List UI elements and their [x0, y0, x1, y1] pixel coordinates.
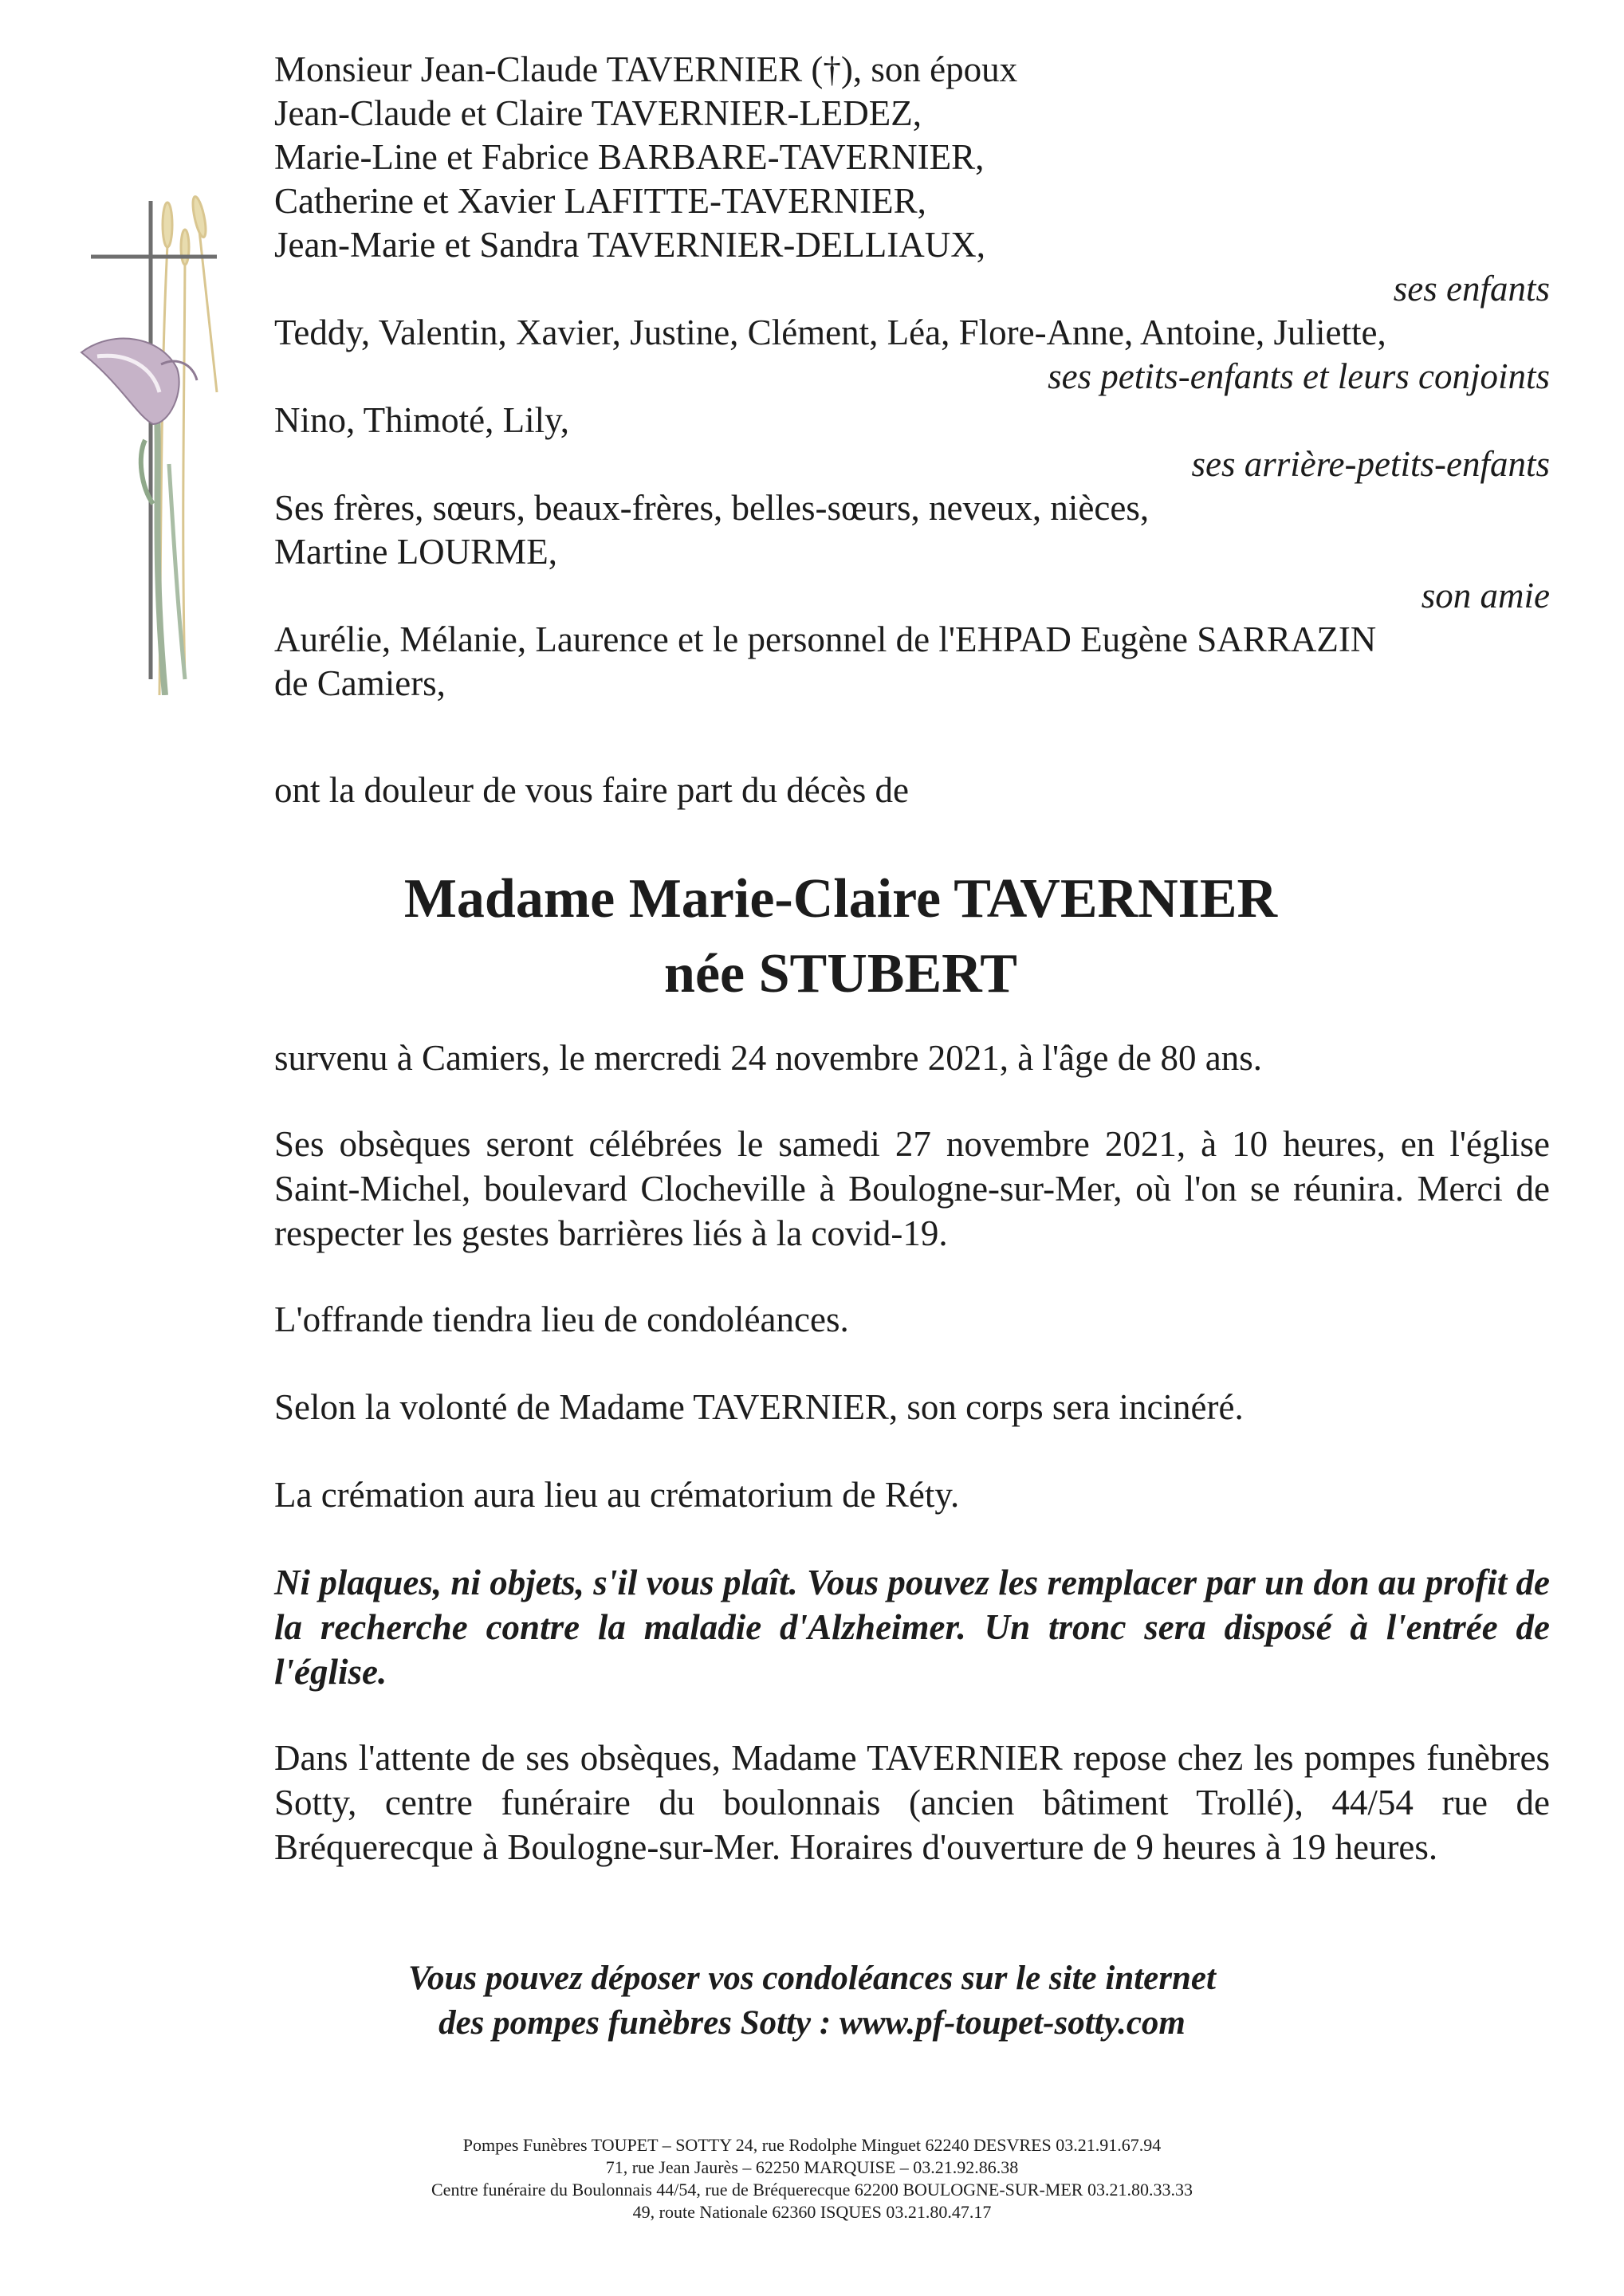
deceased-name: Madame Marie-Claire TAVERNIER — [403, 868, 1278, 930]
family-line: Ses frères, sœurs, beaux-frères, belles-sœurs, neveux, nièces, — [274, 488, 1150, 528]
family-line: Martine LOURME, — [274, 532, 557, 572]
family-line: Nino, Thimoté, Lily, — [274, 400, 569, 440]
family-line: Jean-Claude et Claire TAVERNIER-LEDEZ, — [274, 93, 922, 133]
cross-icon — [91, 201, 217, 679]
family-line: Monsieur Jean-Claude TAVERNIER (†), son époux — [274, 49, 1018, 89]
footer-line: Centre funéraire du Boulonnais 44/54, rue de Bréquerecque 62200 BOULOGNE-SUR-MER 03.21.80.33.33 — [431, 2180, 1193, 2200]
wheat-stalks-icon — [159, 195, 217, 695]
death-paragraph: survenu à Camiers, le mercredi 24 novembre 2021, à l'âge de 80 ans. — [274, 1038, 1262, 1078]
family-line: de Camiers, — [274, 663, 446, 703]
repose-paragraph: Dans l'attente de ses obsèques, Madame TAVERNIER repose chez les pompes funèbres Sotty, centre funéraire du boulonnais (ancien bâtiment Trollé), 44/54 rue de Bréquerecque à Boulogne-sur-Mer. Horaires d'ouverture de 9 heures à 19 heures. — [274, 1738, 1550, 1867]
family-line: Jean-Marie et Sandra TAVERNIER-DELLIAUX, — [274, 225, 986, 265]
condolences-line-2: des pompes funèbres Sotty : www.pf-toupet-sotty.com — [438, 2004, 1186, 2042]
cross-lily-ornament — [65, 185, 249, 695]
footer-contacts — [0, 2134, 1624, 2223]
relation-label: son amie — [1421, 576, 1550, 615]
footer-line: Pompes Funèbres TOUPET – SOTTY 24, rue Rodolphe Minguet 62240 DESVRES 03.21.91.67.94 — [462, 2135, 1162, 2155]
wish-paragraph: Selon la volonté de Madame TAVERNIER, son corps sera incinéré. — [274, 1387, 1244, 1427]
footer-line: 49, route Nationale 62360 ISQUES 03.21.80.47.17 — [632, 2202, 992, 2222]
relation-label: ses arrière-petits-enfants — [1191, 444, 1550, 484]
relation-label: ses petits-enfants et leurs conjoints — [1048, 356, 1550, 396]
funeral-paragraph: Ses obsèques seront célébrées le samedi 27 novembre 2021, à 10 heures, en l'église Saint-Michel, boulevard Clocheville à Boulogne-sur-Mer, où l'on se réunira. Merci de respecter les gestes barrières liés à la covid-19. — [274, 1124, 1550, 1253]
family-line: Catherine et Xavier LAFITTE-TAVERNIER, — [274, 181, 926, 221]
offering-paragraph: L'offrande tiendra lieu de condoléances. — [274, 1299, 849, 1339]
cremation-paragraph: La crémation aura lieu au crématorium de Réty. — [274, 1475, 960, 1515]
condolences-line-1: Vous pouvez déposer vos condoléances sur le site internet — [408, 1960, 1216, 1997]
family-line: Marie-Line et Fabrice BARBARE-TAVERNIER, — [274, 137, 985, 177]
no-flowers-paragraph: Ni plaques, ni objets, s'il vous plaît. Vous pouvez les remplacer par un don au profit de la recherche contre la maladie d'Alzheimer. Un tronc sera disposé à l'entrée de l'église. — [274, 1563, 1550, 1692]
family-line: Teddy, Valentin, Xavier, Justine, Clément, Léa, Flore-Anne, Antoine, Juliette, — [274, 313, 1386, 352]
family-line: Aurélie, Mélanie, Laurence et le personnel de l'EHPAD Eugène SARRAZIN — [274, 619, 1377, 659]
deceased-maiden-name: née STUBERT — [664, 943, 1017, 1005]
footer-line: 71, rue Jean Jaurès – 62250 MARQUISE – 03.21.92.86.38 — [605, 2157, 1019, 2177]
calla-lily-icon — [81, 339, 197, 695]
family-list — [274, 48, 1550, 706]
announcement-text: ont la douleur de vous faire part du décès de — [274, 770, 909, 810]
relation-label: ses enfants — [1393, 269, 1550, 309]
